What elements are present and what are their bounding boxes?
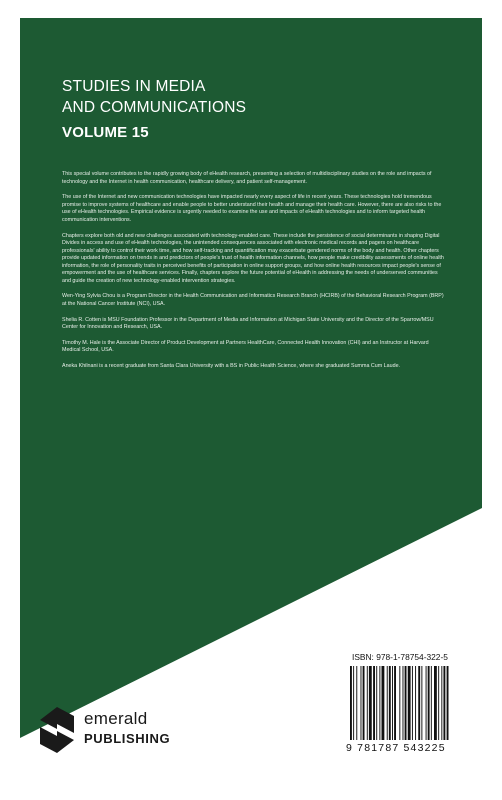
isbn-barcode-box <box>344 646 482 758</box>
emerald-logo-mark-icon <box>40 707 74 753</box>
logo-wordmark-emerald: emerald <box>84 709 148 728</box>
book-back-cover <box>20 18 482 780</box>
barcode <box>348 666 478 740</box>
bio-khilnani: Aneka Khilnani is a recent graduate from Santa Clara University with a BS in Public Health Science, where she graduated Summa Cum Laude. <box>62 363 401 370</box>
isbn-label: ISBN: 978-1-78754-322-5 <box>352 652 448 662</box>
series-title-line1: STUDIES IN MEDIA <box>62 78 206 95</box>
bio-chou: Wen-Ying Sylvia Chou is a Program Director in the Health Communication and Informatics Research Branch (HCIRB) of the Behavioral Research Program (BRP) at the National Cancer Institute (NCI), USA. <box>62 293 444 307</box>
barcode-digits: 9 781787 543225 <box>346 742 446 754</box>
blurb-paragraph-intro: This special volume contributes to the rapidly growing body of eHealth research, presenting a selection of multidisciplinary studies on the role and impacts of technology and the Internet in health communication, healthcare delivery, and patient self-management. <box>62 171 432 185</box>
logo-wordmark-publishing: PUBLISHING <box>84 731 171 746</box>
publisher-logo <box>40 705 200 765</box>
series-title <box>62 76 442 118</box>
blurb-paragraph-chapters: Chapters explore both old and new challenges associated with technology-enabled care. These include the persistence of social determinants in shaping Digital Divides in access and use of eHealth technologies, the unintended consequences associated with electronic medical records and pagers on healthcare professionals' ability to control their work time, and how self-tracking and quantification may exacerbate gendered norms of the body and health. Other chapters provide updated information on trends in and predictors of people's trust of health information channels, how people make credibility assessments of online health information, the role of personality traits in perceived benefits of participation in online support groups, and how online health resources impact people's sense of empowerment and the use of healthcare services. Finally, chapters explore the future potential of eHealth in addressing the needs of underserved communities and guide the creation of new technology-enabled intervention strategies. <box>62 232 444 284</box>
blurb <box>62 171 444 379</box>
volume-label: VOLUME 15 <box>62 124 149 141</box>
series-title-line2: AND COMMUNICATIONS <box>62 99 247 116</box>
bio-cotten: Shelia R. Cotten is MSU Foundation Professor in the Department of Media and Information at Michigan State University and the Director of the Sparrow/MSU Center for Innovation and Research, USA. <box>62 316 434 331</box>
bio-hale: Timothy M. Hale is the Associate Director of Product Development at Partners HealthCare, Connected Health Innovation (CHI) and an Instructor at Harvard Medical School, USA. <box>62 339 429 354</box>
blurb-paragraph-context: The use of the Internet and new communication technologies have impacted nearly every aspect of life in recent years. These technologies hold tremendous promise to improve systems of healthcare and enable people to better understand their health and manage their health care. However, there are also risks to the use of eHealth technologies. Empirical evidence is urgently needed to examine the use and impacts of eHealth technologies and to inform targeted health communication interventions. <box>62 194 442 223</box>
